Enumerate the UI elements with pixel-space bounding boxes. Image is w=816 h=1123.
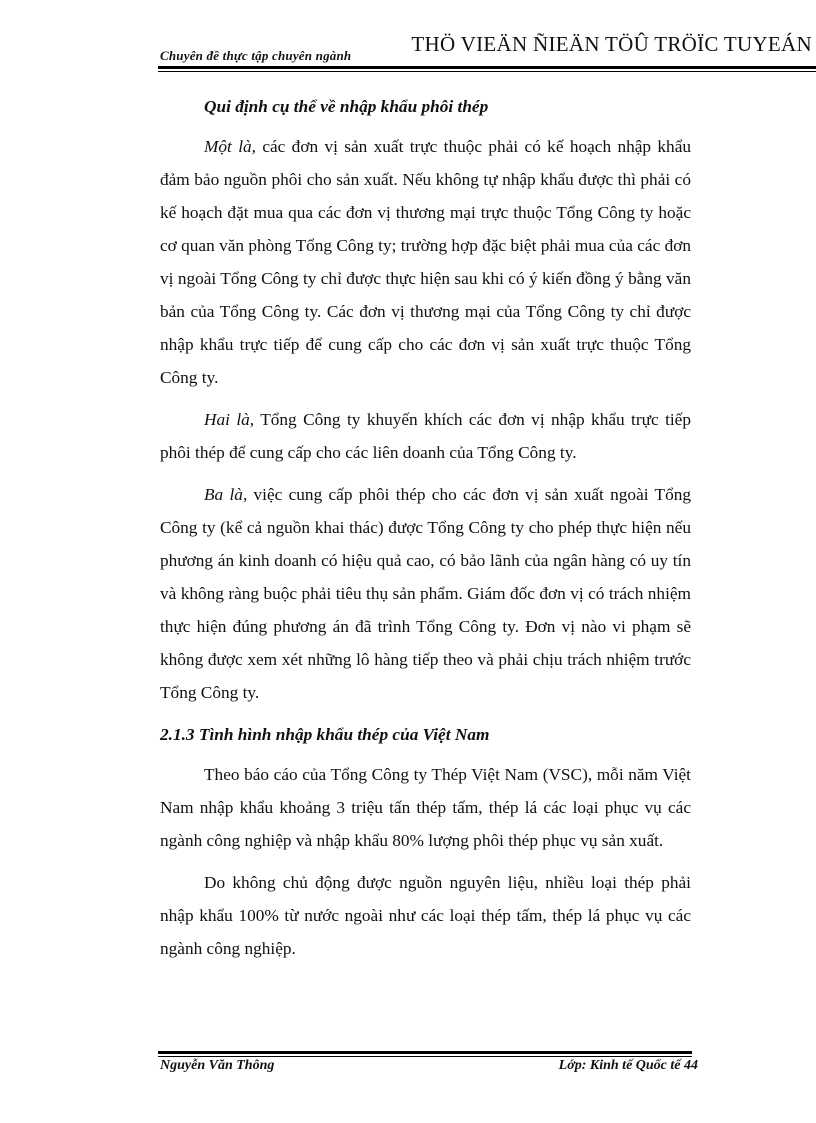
footer-author: Nguyễn Văn Thông — [160, 1058, 275, 1073]
section-paragraph: Theo báo cáo của Tổng Công ty Thép Việt Nam (VSC), mỗi năm Việt Nam nhập khẩu khoảng 3 triệu tấn thép tấm, thép lá các loại phục vụ các ngành công nghiệp và nhập khẩu 80% lượng phôi thép phục vụ sản xuất. — [160, 765, 691, 850]
paragraph-text: , việc cung cấp phôi thép cho các đơn vị sản xuất ngoài Tổng Công ty (kể cả nguồn khai thác) được Tổng Công ty cho phép thực hiện nếu phương án kinh doanh có hiệu quả cao, có bảo lãnh của ngân hàng có uy tín và không ràng buộc phải tiêu thụ sản phẩm. Giám đốc đơn vị có trách nhiệm thực hiện đúng phương án đã trình Tổng Công ty. Đơn vị nào vi phạm sẽ không được xem xét những lô hàng tiếp theo và phải chịu trách nhiệm trước Tổng Công ty. — [160, 485, 691, 702]
footer-rule-thick — [158, 1051, 692, 1054]
paragraph-ba-la — [160, 478, 691, 709]
section-heading: 2.1.3 Tình hình nhập khẩu thép của Việt Nam — [160, 725, 490, 744]
footer-rule-thin — [158, 1056, 692, 1057]
paragraph-lead: Một là — [204, 137, 252, 156]
body-text — [160, 90, 691, 974]
header-rule-thick — [158, 66, 816, 69]
paragraph-mot-la — [160, 130, 691, 394]
paragraph-lead: Hai là — [204, 410, 250, 429]
paragraph-text: , Tổng Công ty khuyến khích các đơn vị nhập khẩu trực tiếp phôi thép để cung cấp cho các liên doanh của Tổng Công ty. — [160, 410, 691, 462]
rule-heading: Qui định cụ thể về nhập khẩu phôi thép — [204, 97, 489, 116]
section-paragraph: Do không chủ động được nguồn nguyên liệu, nhiều loại thép phải nhập khẩu 100% từ nước ngoài như các loại thép tấm, thép lá phục vụ các ngành công nghiệp. — [160, 873, 691, 958]
paragraph-hai-la — [160, 403, 691, 469]
paragraph-text: , các đơn vị sản xuất trực thuộc phải có kế hoạch nhập khẩu đảm bảo nguồn phôi cho sản xuất. Nếu không tự nhập khẩu được thì phải có kế hoạch đặt mua qua các đơn vị thương mại trực thuộc Tổng Công ty hoặc cơ quan văn phòng Tổng Công ty; trường hợp đặc biệt phải mua của các đơn vị ngoài Tổng Công ty chỉ được thực hiện sau khi có ý kiến đồng ý bằng văn bản của Tổng Công ty. Các đơn vị thương mại của Tổng Công ty chỉ được nhập khẩu trực tiếp để cung cấp cho các đơn vị sản xuất trực thuộc Tổng Công ty. — [160, 137, 691, 387]
header-rule-thin — [158, 71, 816, 72]
header-title: Chuyên đề thực tập chuyên ngành — [160, 48, 352, 63]
paragraph-lead: Ba là — [204, 485, 243, 504]
footer-class: Lớp: Kinh tế Quốc tế 44 — [558, 1058, 698, 1073]
header-library-name: THÖ VIEÄN ÑIEÄN TÖÛ TRÖÏC TUYEÁN — [411, 32, 812, 56]
